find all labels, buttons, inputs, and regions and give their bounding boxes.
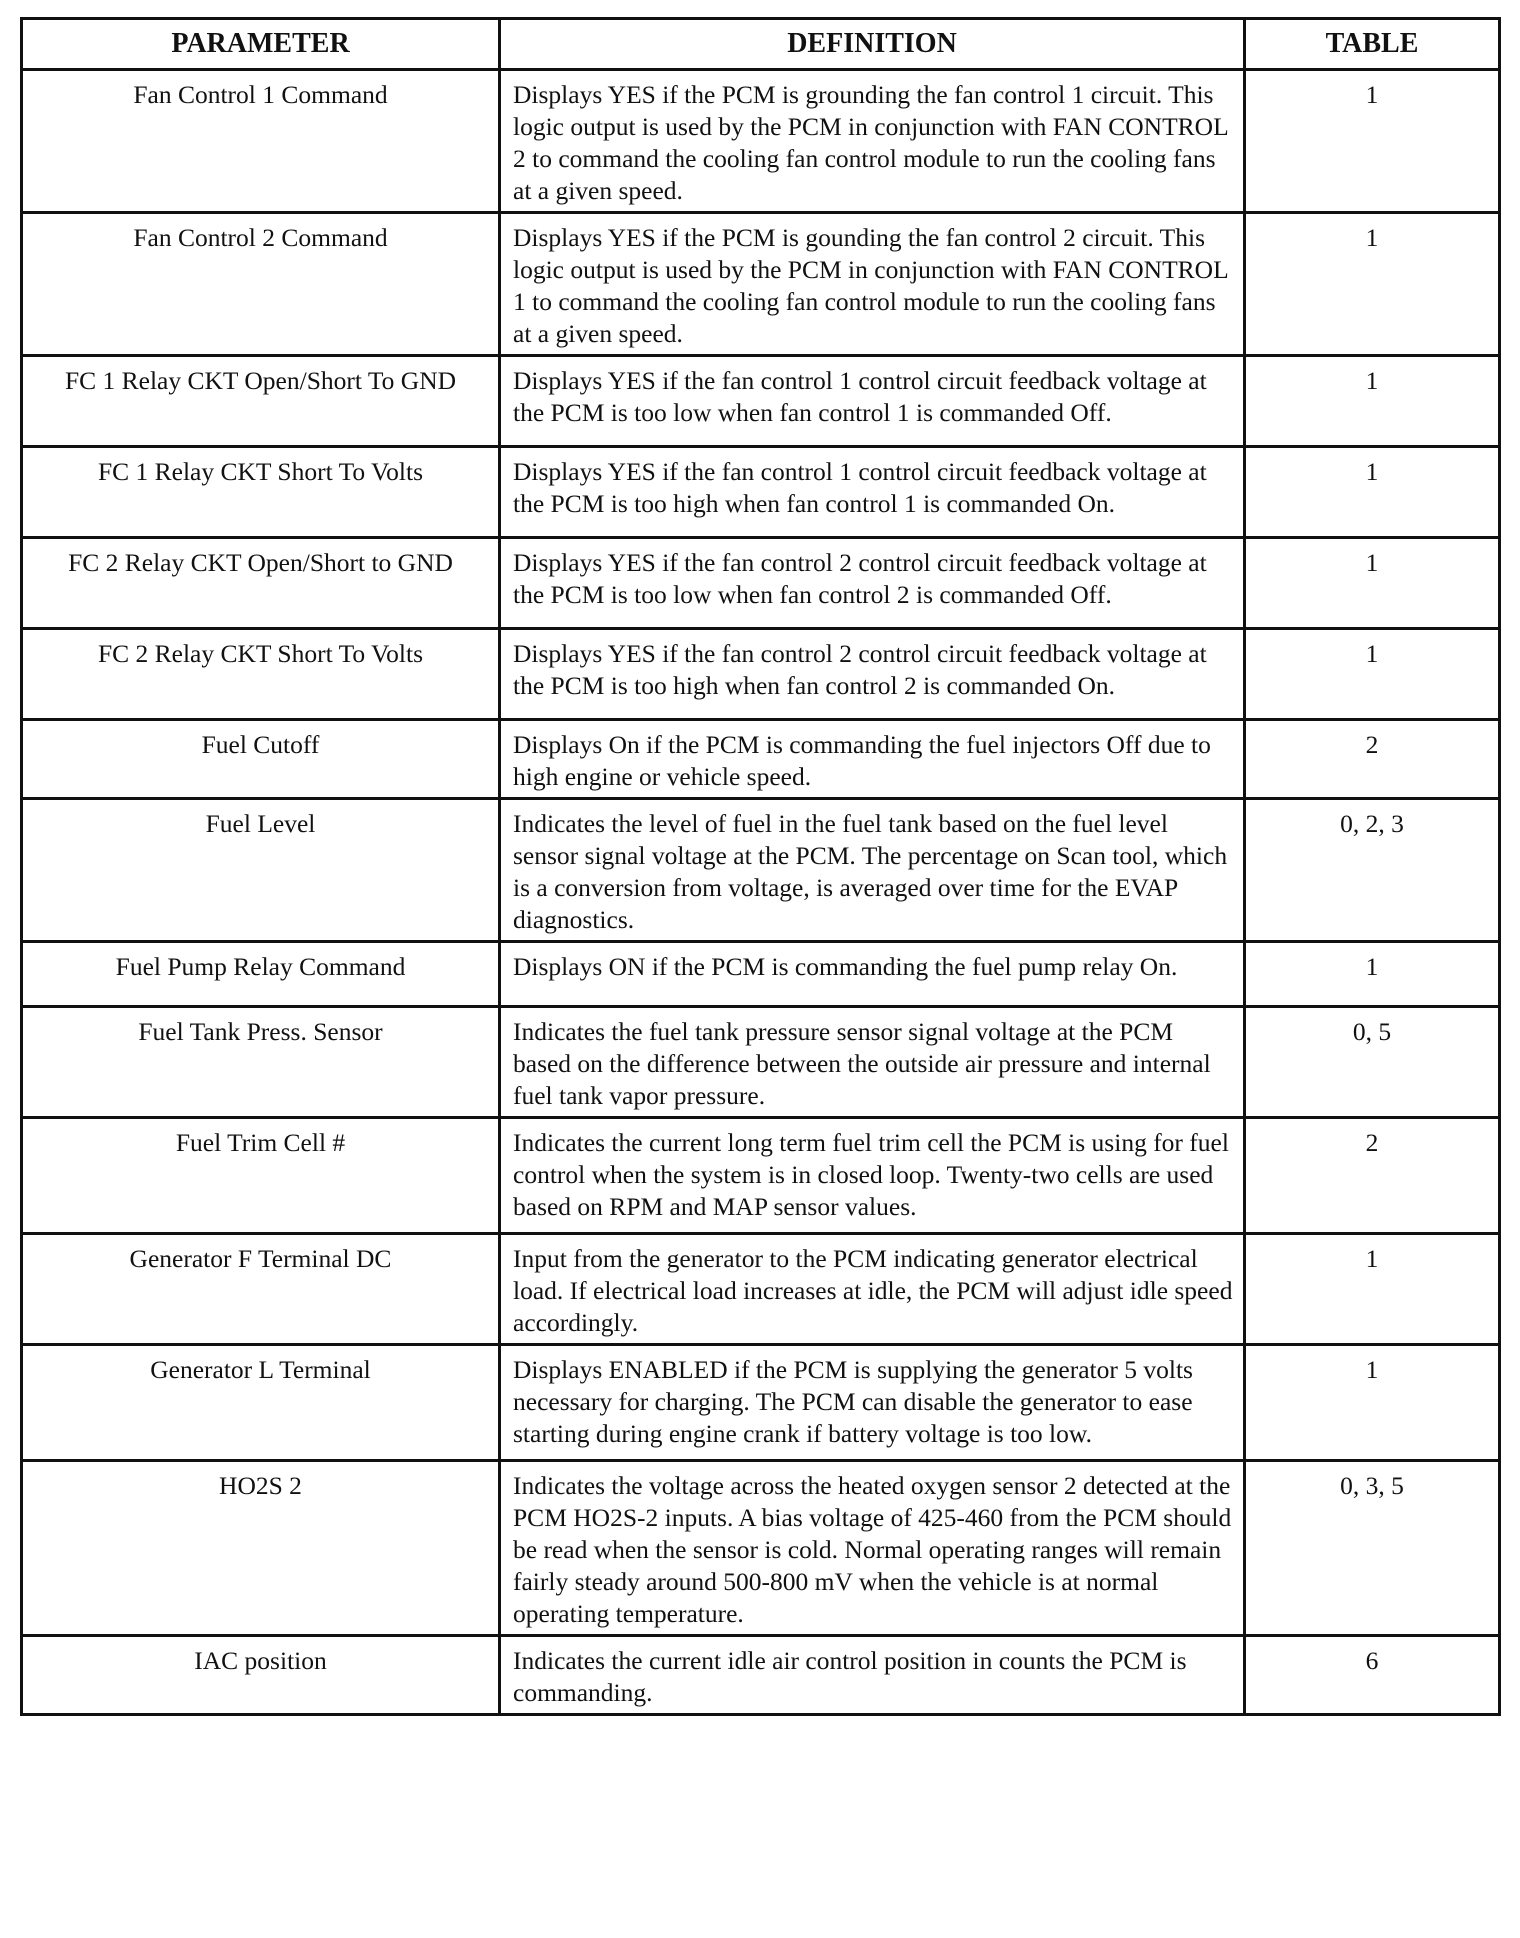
table-row bbox=[22, 1345, 1500, 1461]
parameter-cell: Fan Control 2 Command bbox=[22, 213, 500, 356]
table-ref-cell: 1 bbox=[1245, 1345, 1500, 1461]
definition-cell: Displays ENABLED if the PCM is supplying the generator 5 volts necessary for charging. The PCM can disable the generator to ease starting during engine crank if battery voltage is too low. bbox=[500, 1345, 1245, 1461]
table-row bbox=[22, 629, 1500, 720]
table-row bbox=[22, 538, 1500, 629]
table-ref-cell: 1 bbox=[1245, 1234, 1500, 1345]
table-ref-cell: 2 bbox=[1245, 720, 1500, 799]
table-row bbox=[22, 70, 1500, 213]
definition-cell: Displays YES if the fan control 2 control circuit feedback voltage at the PCM is too high when fan control 2 is commanded On. bbox=[500, 629, 1245, 720]
definition-cell: Indicates the current long term fuel trim cell the PCM is using for fuel control when the system is in closed loop. Twenty-two cells are used based on RPM and MAP sensor values. bbox=[500, 1118, 1245, 1234]
header-table: TABLE bbox=[1245, 19, 1500, 70]
parameter-cell: Generator L Terminal bbox=[22, 1345, 500, 1461]
table-ref-cell: 0, 2, 3 bbox=[1245, 799, 1500, 942]
table-row bbox=[22, 1118, 1500, 1234]
table-row bbox=[22, 1007, 1500, 1118]
header-row bbox=[22, 19, 1500, 70]
definition-cell: Input from the generator to the PCM indicating generator electrical load. If electrical load increases at idle, the PCM will adjust idle speed accordingly. bbox=[500, 1234, 1245, 1345]
definition-cell: Indicates the level of fuel in the fuel tank based on the fuel level sensor signal voltage at the PCM. The percentage on Scan tool, which is a conversion from voltage, is averaged over time for the EVAP diagnostics. bbox=[500, 799, 1245, 942]
parameter-cell: HO2S 2 bbox=[22, 1461, 500, 1636]
table-ref-cell: 1 bbox=[1245, 70, 1500, 213]
table-ref-cell: 1 bbox=[1245, 629, 1500, 720]
definition-cell: Indicates the fuel tank pressure sensor signal voltage at the PCM based on the difference between the outside air pressure and internal fuel tank vapor pressure. bbox=[500, 1007, 1245, 1118]
table-row bbox=[22, 799, 1500, 942]
table-ref-cell: 1 bbox=[1245, 447, 1500, 538]
table-row bbox=[22, 356, 1500, 447]
parameter-table bbox=[20, 17, 1501, 1716]
table-ref-cell: 1 bbox=[1245, 213, 1500, 356]
table-row bbox=[22, 1234, 1500, 1345]
header-definition: DEFINITION bbox=[500, 19, 1245, 70]
definition-cell: Displays YES if the PCM is grounding the fan control 1 circuit. This logic output is used by the PCM in conjunction with FAN CONTROL 2 to command the cooling fan control module to run the cooling fans at a given speed. bbox=[500, 70, 1245, 213]
definition-cell: Displays ON if the PCM is commanding the fuel pump relay On. bbox=[500, 942, 1245, 1007]
parameter-cell: Fuel Cutoff bbox=[22, 720, 500, 799]
table-ref-cell: 0, 3, 5 bbox=[1245, 1461, 1500, 1636]
table-ref-cell: 1 bbox=[1245, 538, 1500, 629]
parameter-cell: Fuel Trim Cell # bbox=[22, 1118, 500, 1234]
parameter-cell: FC 1 Relay CKT Open/Short To GND bbox=[22, 356, 500, 447]
table-row bbox=[22, 720, 1500, 799]
table-row bbox=[22, 1461, 1500, 1636]
header-parameter: PARAMETER bbox=[22, 19, 500, 70]
parameter-cell: FC 1 Relay CKT Short To Volts bbox=[22, 447, 500, 538]
table-row bbox=[22, 942, 1500, 1007]
table-row bbox=[22, 1636, 1500, 1715]
parameter-cell: Fuel Pump Relay Command bbox=[22, 942, 500, 1007]
table-ref-cell: 1 bbox=[1245, 356, 1500, 447]
definition-cell: Displays YES if the PCM is gounding the fan control 2 circuit. This logic output is used by the PCM in conjunction with FAN CONTROL 1 to command the cooling fan control module to run the cooling fans at a given speed. bbox=[500, 213, 1245, 356]
definition-cell: Displays YES if the fan control 2 control circuit feedback voltage at the PCM is too low when fan control 2 is commanded Off. bbox=[500, 538, 1245, 629]
table-row bbox=[22, 447, 1500, 538]
parameter-cell: Fuel Tank Press. Sensor bbox=[22, 1007, 500, 1118]
definition-cell: Indicates the voltage across the heated oxygen sensor 2 detected at the PCM HO2S-2 inputs. A bias voltage of 425-460 from the PCM should be read when the sensor is cold. Normal operating ranges will remain fairly steady around 500-800 mV when the vehicle is at normal operating temperature. bbox=[500, 1461, 1245, 1636]
parameter-cell: FC 2 Relay CKT Short To Volts bbox=[22, 629, 500, 720]
table-row bbox=[22, 213, 1500, 356]
parameter-cell: FC 2 Relay CKT Open/Short to GND bbox=[22, 538, 500, 629]
parameter-table-page bbox=[20, 17, 1498, 1716]
definition-cell: Displays On if the PCM is commanding the fuel injectors Off due to high engine or vehicle speed. bbox=[500, 720, 1245, 799]
parameter-cell: Generator F Terminal DC bbox=[22, 1234, 500, 1345]
definition-cell: Indicates the current idle air control position in counts the PCM is commanding. bbox=[500, 1636, 1245, 1715]
definition-cell: Displays YES if the fan control 1 control circuit feedback voltage at the PCM is too high when fan control 1 is commanded On. bbox=[500, 447, 1245, 538]
table-ref-cell: 6 bbox=[1245, 1636, 1500, 1715]
table-ref-cell: 1 bbox=[1245, 942, 1500, 1007]
parameter-cell: Fan Control 1 Command bbox=[22, 70, 500, 213]
parameter-cell: IAC position bbox=[22, 1636, 500, 1715]
table-ref-cell: 2 bbox=[1245, 1118, 1500, 1234]
definition-cell: Displays YES if the fan control 1 control circuit feedback voltage at the PCM is too low when fan control 1 is commanded Off. bbox=[500, 356, 1245, 447]
table-ref-cell: 0, 5 bbox=[1245, 1007, 1500, 1118]
parameter-cell: Fuel Level bbox=[22, 799, 500, 942]
